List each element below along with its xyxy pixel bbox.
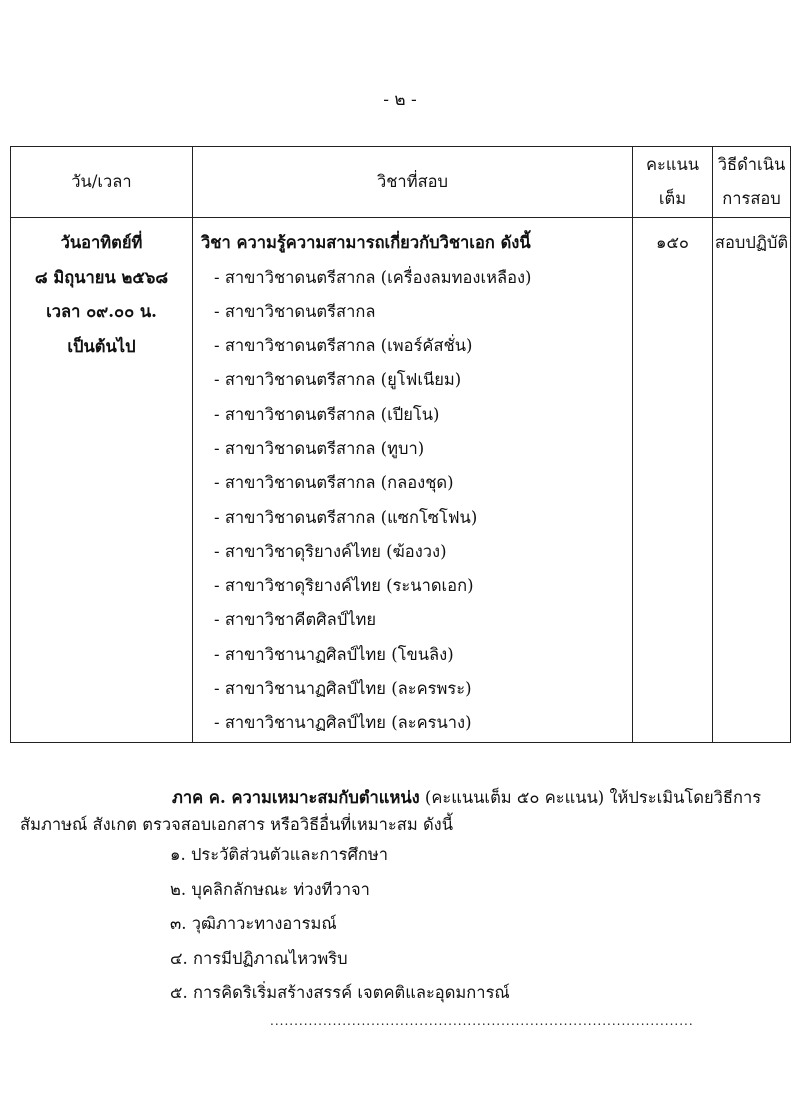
list-item: - สาขาวิชาดนตรีสากล (ยูโฟเนียม) (214, 370, 462, 390)
list-item: - สาขาวิชาดนตรีสากล (เครื่องลมทองเหลือง) (214, 267, 532, 287)
list-item: ๑. ประวัติส่วนตัวและการศึกษา (170, 845, 389, 864)
list-item: - สาขาวิชานาฏศิลป์ไทย (ละครนาง) (214, 713, 472, 733)
page-number: - ๒ - (383, 90, 417, 110)
date-time-cell (11, 218, 193, 743)
section-c-heading: ภาค ค. ความเหมาะสมกับตำแหน่ง (172, 788, 420, 807)
subject-cell (193, 218, 633, 743)
exam-method-cell (713, 218, 791, 743)
full-score-value: ๑๕๐ (655, 233, 690, 252)
table-header-row (11, 147, 791, 218)
subject-title: วิชา ความรู้ความสามารถเกี่ยวกับวิชาเอก ดังนี้ (201, 233, 531, 252)
branch-list (201, 261, 632, 741)
list-item: ๔. การมีปฏิภาณไหวพริบ (170, 948, 348, 968)
list-item: ๕. การคิดริเริ่มสร้างสรรค์ เจตคติและอุดมการณ์ (170, 983, 510, 1002)
header-full-score: คะแนน เต็ม (633, 147, 713, 218)
date-line: วันอาทิตย์ที่ (60, 233, 143, 252)
list-item: - สาขาวิชาคีตศิลป์ไทย (214, 610, 377, 630)
list-item: - สาขาวิชาดนตรีสากล (214, 301, 376, 321)
date-line: ๘ มิถุนายน ๒๕๖๘ (34, 267, 169, 287)
list-item: - สาขาวิชาดนตรีสากล (เปียโน) (214, 404, 440, 424)
list-item: - สาขาวิชานาฏศิลป์ไทย (ละครพระ) (214, 679, 472, 699)
list-item: ๒. บุคลิกลักษณะ ท่วงทีวาจา (170, 879, 370, 899)
list-item: - สาขาวิชาดุริยางค์ไทย (ฆ้องวง) (214, 541, 447, 561)
header-subject: วิชาที่สอบ (193, 147, 633, 218)
list-item: - สาขาวิชาดุริยางค์ไทย (ระนาดเอก) (214, 576, 474, 596)
list-item: - สาขาวิชาดนตรีสากล (เพอร์คัสชั่น) (214, 336, 473, 356)
exam-schedule-table (10, 146, 791, 743)
section-c-paragraph (20, 784, 790, 838)
list-item: - สาขาวิชาดนตรีสากล (กลองชุด) (214, 473, 454, 493)
list-item: - สาขาวิชาดนตรีสากล (ทูบา) (214, 438, 425, 458)
list-item: - สาขาวิชานาฏศิลป์ไทย (โขนลิง) (214, 644, 454, 664)
date-line: เวลา ๐๙.๐๐ น. (46, 302, 157, 321)
date-line: เป็นต้นไป (67, 336, 136, 356)
exam-method-value: สอบปฏิบัติ (714, 233, 789, 252)
table-row (11, 218, 791, 743)
section-c-intro: (คะแนนเต็ม ๕๐ คะแนน) ให้ประเมินโดยวิธีการสัมภาษณ์ สังเกต ตรวจสอบเอกสาร หรือวิธีอื่นที่เหมาะสม ดังนี้ (20, 788, 762, 834)
end-dotted-line: ........................................................................................ (270, 1014, 694, 1028)
header-date-time: วัน/เวลา (11, 147, 193, 218)
list-item: - สาขาวิชาดนตรีสากล (แซกโซโฟน) (214, 507, 478, 527)
full-score-cell (633, 218, 713, 743)
list-item: ๓. วุฒิภาวะทางอารมณ์ (170, 914, 337, 933)
header-exam-method: วิธีดำเนิน การสอบ (713, 147, 791, 218)
criteria-list (170, 838, 510, 1011)
